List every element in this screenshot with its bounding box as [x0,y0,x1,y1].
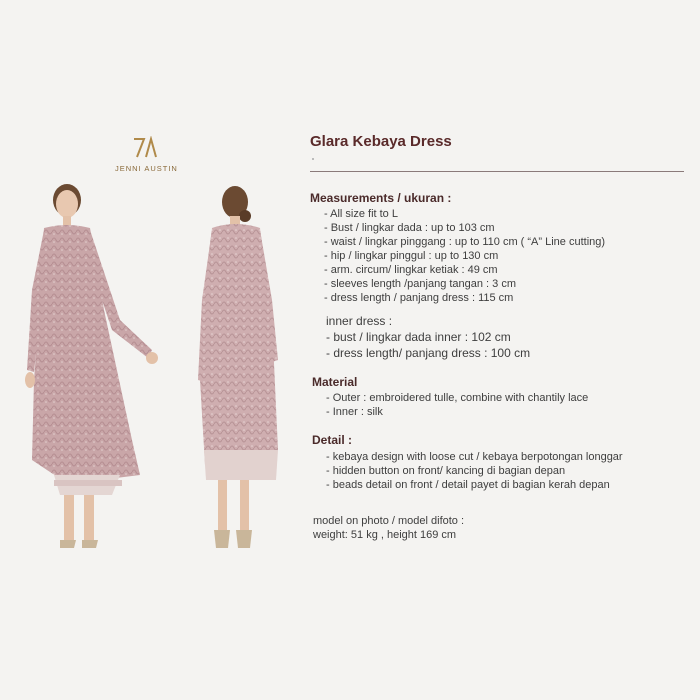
measurement-item: - arm. circum/ lingkar ketiak : 49 cm [324,264,498,276]
model-front-photo [12,180,172,560]
inner-dress-item: - dress length/ panjang dress : 100 cm [326,346,531,360]
detail-item: - hidden button on front/ kancing di bagian depan [326,465,566,477]
logo-mark-icon [132,136,158,160]
product-title: Glara Kebaya Dress [310,133,452,150]
brand-logo [115,136,178,173]
measurement-item: - All size fit to L [324,208,398,220]
brand-name: JENNI AUSTIN [115,164,178,173]
measurements-heading: Measurements / ukuran : [310,191,452,205]
measurement-item: - Bust / lingkar dada : up to 103 cm [324,222,495,234]
detail-heading: Detail : [312,433,353,447]
title-divider [310,171,684,172]
material-heading: Material [312,375,358,389]
measurement-item: - sleeves length /panjang tangan : 3 cm [324,278,517,290]
title-dot [312,158,314,160]
inner-dress-item: - bust / lingkar dada inner : 102 cm [326,330,511,344]
detail-item: - beads detail on front / detail payet di bagian kerah depan [326,479,610,491]
material-item: - Inner : silk [326,406,383,418]
model-info-label: model on photo / model difoto : [313,515,465,527]
model-back-photo [190,180,300,560]
inner-dress-heading: inner dress : [326,314,393,328]
measurement-item: - dress length / panjang dress : 115 cm [324,292,514,304]
detail-item: - kebaya design with loose cut / kebaya berpotongan longgar [326,451,623,463]
material-item: - Outer : embroidered tulle, combine with chantily lace [326,392,589,404]
model-info-stats: weight: 51 kg , height 169 cm [313,529,457,541]
measurement-item: - hip / lingkar pinggul : up to 130 cm [324,250,499,262]
measurement-item: - waist / lingkar pinggang : up to 110 cm ( “A” Line cutting) [324,236,606,248]
